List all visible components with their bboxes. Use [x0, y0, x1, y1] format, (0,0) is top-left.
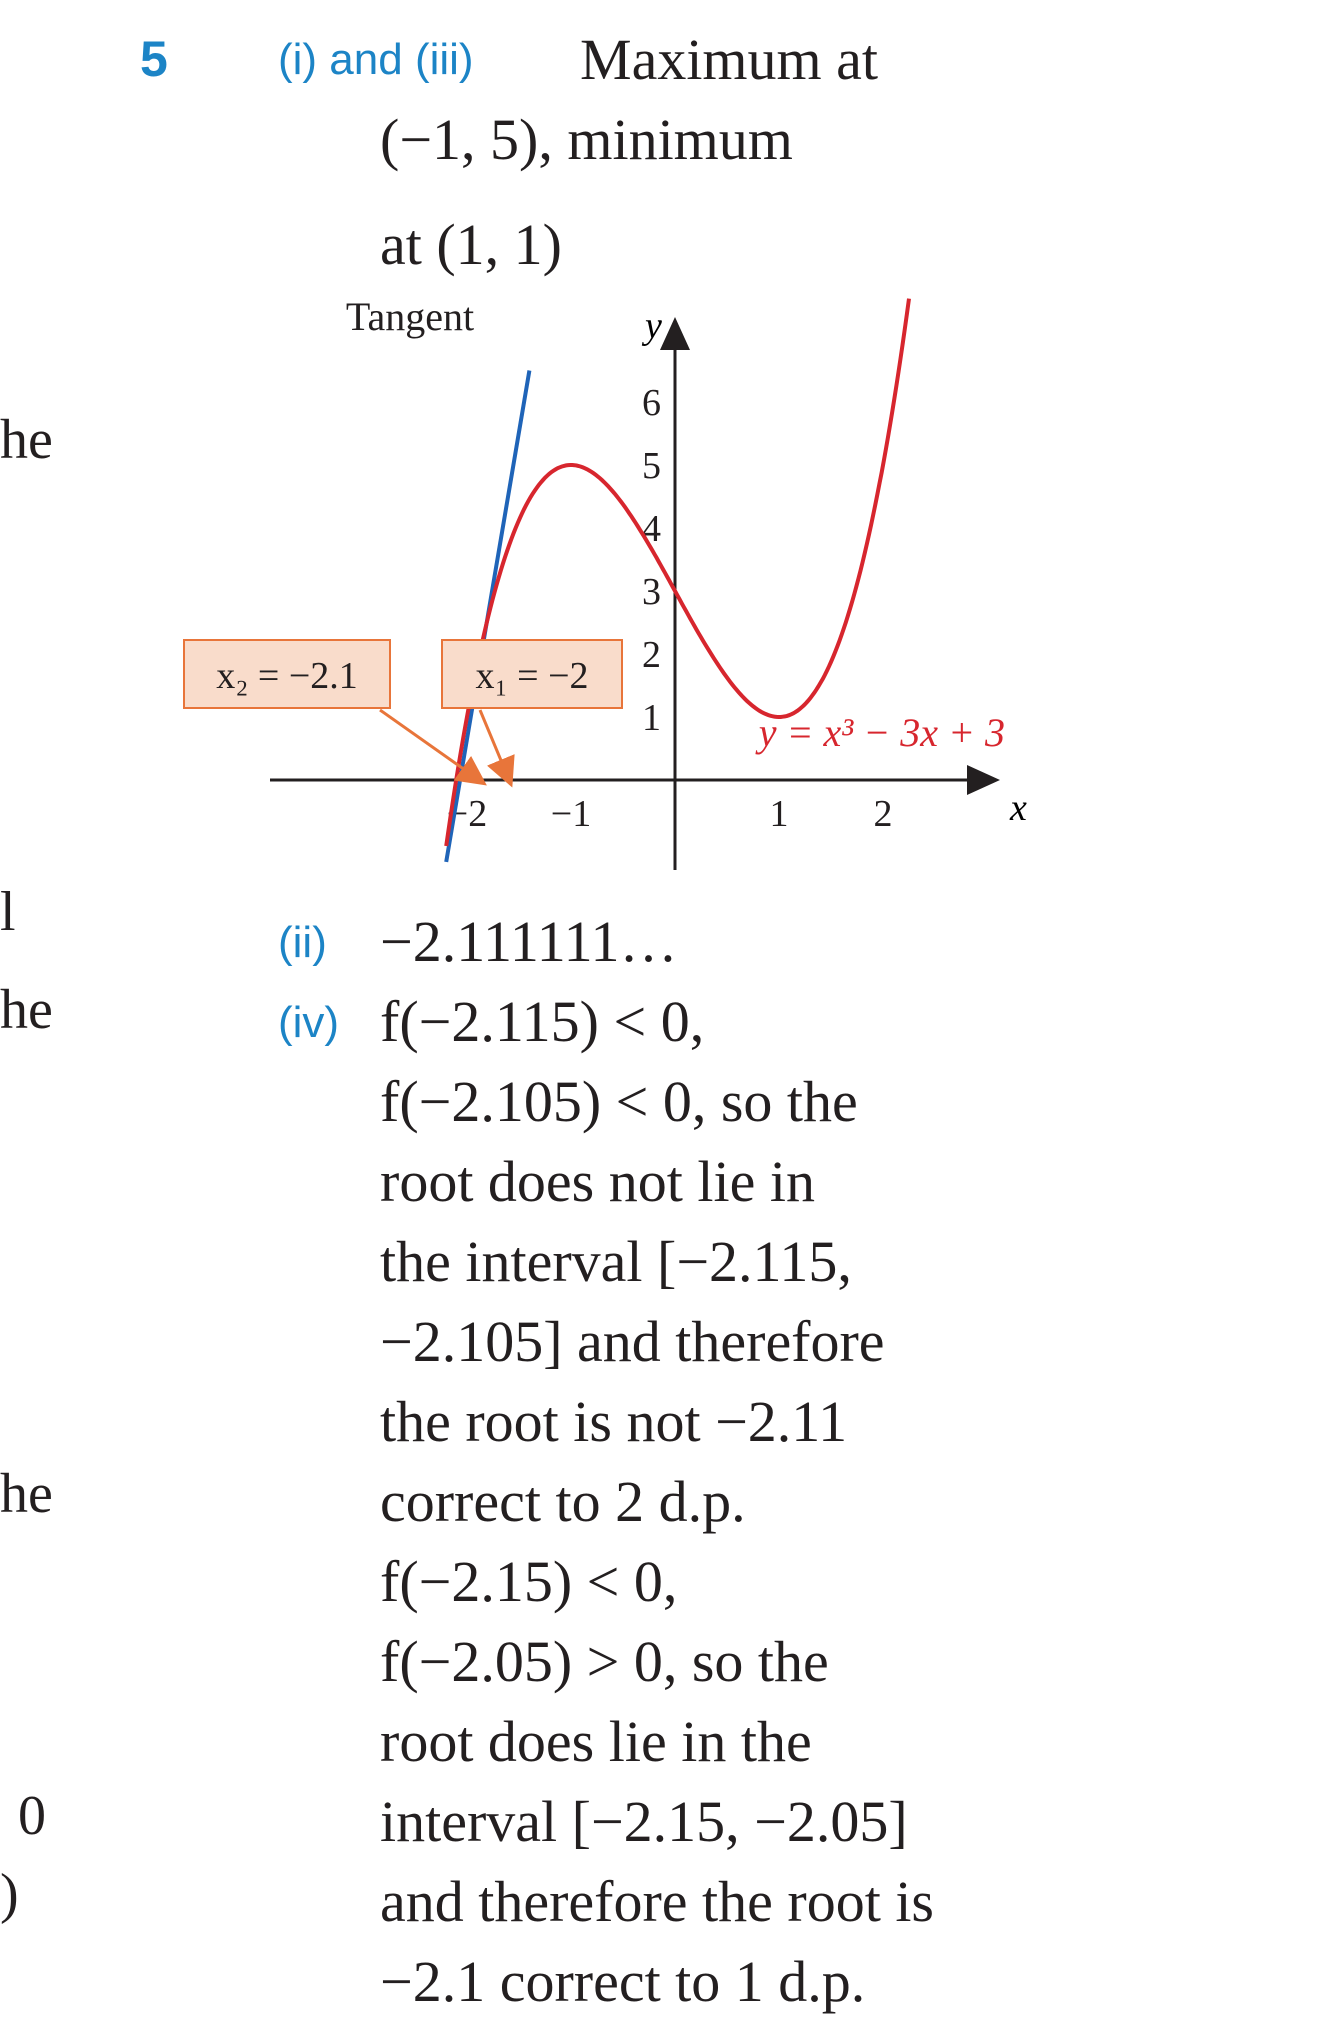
y-tick-label: 5 — [642, 445, 661, 487]
answer-line: f(−2.105) < 0, so the — [380, 1069, 858, 1134]
x-tick-label: −1 — [550, 793, 592, 835]
cubic-graph — [180, 290, 1060, 890]
curve-equation-label: y = x³ − 3x + 3 — [758, 710, 1005, 755]
part-label-i-iii: (i) and (iii) — [278, 35, 474, 84]
margin-fragment: 0 — [18, 1785, 46, 1847]
x-tick-label: 1 — [769, 793, 789, 835]
answer-line: the root is not −2.11 — [380, 1389, 848, 1454]
x-tick-label: 2 — [873, 793, 893, 835]
answer-line: correct to 2 d.p. — [380, 1469, 746, 1534]
part-label-iv: (iv) — [278, 998, 340, 1047]
annotation-label: x₁ = −2 — [475, 655, 589, 697]
answer-line: root does lie in the — [380, 1709, 812, 1774]
part-iv-answer — [380, 982, 934, 2022]
answer-line: −2.1 correct to 1 d.p. — [380, 1949, 866, 2014]
answer-line: f(−2.15) < 0, — [380, 1549, 678, 1614]
y-tick-label: 4 — [642, 508, 661, 550]
question-number: 5 — [140, 31, 168, 87]
y-axis-label: y — [645, 305, 662, 347]
y-tick-label: 3 — [642, 571, 661, 613]
answer-line: interval [−2.15, −2.05] — [380, 1789, 908, 1854]
y-tick-label: 6 — [642, 382, 661, 424]
answer-line: (−1, 5), minimum — [380, 107, 793, 172]
tangent-label: Tangent — [345, 294, 475, 339]
answer-line: −2.111111… — [380, 909, 678, 974]
x-axis-label: x — [1010, 787, 1027, 829]
answer-line: f(−2.05) > 0, so the — [380, 1629, 829, 1694]
x-tick-label: −2 — [446, 793, 488, 835]
answer-line: and therefore the root is — [380, 1869, 935, 1934]
answer-line: at (1, 1) — [380, 212, 562, 277]
y-tick-label: 1 — [642, 697, 661, 739]
annotation-arrow — [480, 710, 510, 782]
answer-line: −2.105] and therefore — [380, 1309, 885, 1374]
annotation-box — [184, 640, 482, 782]
margin-fragment: he — [0, 1463, 53, 1525]
answer-line: Maximum at — [580, 27, 879, 92]
margin-fragment: he — [0, 409, 53, 471]
margin-fragment: he — [0, 979, 53, 1041]
answer-line: f(−2.115) < 0, — [380, 989, 705, 1054]
curve-line — [446, 299, 909, 846]
answer-line: root does not lie in — [380, 1149, 815, 1214]
y-tick-label: 2 — [642, 634, 661, 676]
part-label-ii: (ii) — [278, 918, 327, 967]
margin-fragment: ) — [0, 1863, 19, 1925]
annotation-label: x₂ = −2.1 — [216, 655, 358, 697]
answer-line: the interval [−2.115, — [380, 1229, 852, 1294]
margin-fragment: l — [0, 881, 16, 943]
